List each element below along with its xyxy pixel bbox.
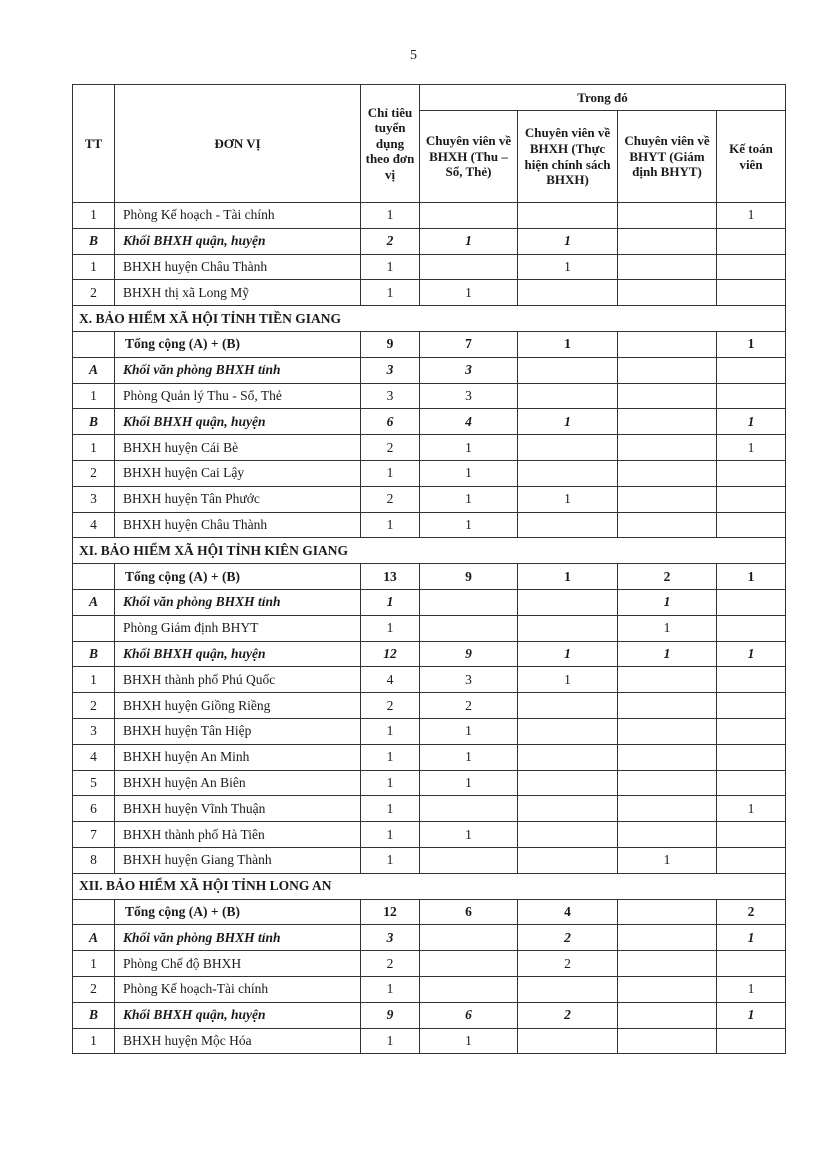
cell-ke-toan bbox=[717, 770, 786, 796]
cell-bhyt bbox=[618, 357, 717, 383]
cell-total: 6 bbox=[361, 409, 420, 435]
cell-bhyt: 1 bbox=[618, 615, 717, 641]
cell-unit-name: BHXH thị xã Long Mỹ bbox=[115, 280, 361, 306]
table-row bbox=[73, 254, 786, 280]
cell-thu-so-the bbox=[420, 254, 518, 280]
cell-unit-name: BHXH huyện An Biên bbox=[115, 770, 361, 796]
cell-total: 1 bbox=[361, 280, 420, 306]
cell-bhyt bbox=[618, 409, 717, 435]
cell-total: 2 bbox=[361, 693, 420, 719]
cell-bhyt bbox=[618, 254, 717, 280]
cell-ke-toan bbox=[717, 951, 786, 977]
cell-unit-name: Khối BHXH quận, huyện bbox=[115, 409, 361, 435]
cell-thu-so-the: 1 bbox=[420, 460, 518, 486]
cell-thu-so-the: 1 bbox=[420, 512, 518, 538]
cell-total: 1 bbox=[361, 203, 420, 229]
cell-thu-so-the bbox=[420, 976, 518, 1002]
cell-total: 1 bbox=[361, 718, 420, 744]
cell-unit-name: Phòng Giám định BHYT bbox=[115, 615, 361, 641]
cell-thu-so-the: 1 bbox=[420, 280, 518, 306]
table-body bbox=[73, 203, 786, 1054]
cell-ke-toan: 1 bbox=[717, 331, 786, 357]
cell-thu-so-the: 9 bbox=[420, 641, 518, 667]
cell-chinh-sach bbox=[518, 847, 618, 873]
cell-thu-so-the bbox=[420, 951, 518, 977]
section-row bbox=[73, 538, 786, 564]
cell-total: 1 bbox=[361, 847, 420, 873]
table-row bbox=[73, 1002, 786, 1028]
cell-thu-so-the: 1 bbox=[420, 486, 518, 512]
cell-total: 2 bbox=[361, 228, 420, 254]
cell-unit-name: Phòng Quản lý Thu - Sổ, Thẻ bbox=[115, 383, 361, 409]
cell-bhyt: 2 bbox=[618, 564, 717, 590]
cell-thu-so-the bbox=[420, 796, 518, 822]
table-row bbox=[73, 847, 786, 873]
cell-chinh-sach bbox=[518, 589, 618, 615]
table-row bbox=[73, 357, 786, 383]
cell-ke-toan bbox=[717, 228, 786, 254]
cell-tt: 1 bbox=[73, 383, 115, 409]
cell-thu-so-the: 6 bbox=[420, 1002, 518, 1028]
cell-unit-name: BHXH huyện Tân Hiệp bbox=[115, 718, 361, 744]
cell-thu-so-the: 6 bbox=[420, 899, 518, 925]
table-row bbox=[73, 744, 786, 770]
cell-chinh-sach: 4 bbox=[518, 899, 618, 925]
cell-chinh-sach bbox=[518, 693, 618, 719]
cell-chinh-sach bbox=[518, 435, 618, 461]
cell-ke-toan bbox=[717, 486, 786, 512]
cell-thu-so-the: 1 bbox=[420, 770, 518, 796]
cell-bhyt bbox=[618, 203, 717, 229]
cell-unit-name: BHXH thành phố Phú Quốc bbox=[115, 667, 361, 693]
cell-unit-name: Khối văn phòng BHXH tỉnh bbox=[115, 589, 361, 615]
table-row bbox=[73, 1028, 786, 1054]
cell-tt: B bbox=[73, 1002, 115, 1028]
table-row bbox=[73, 822, 786, 848]
cell-bhyt bbox=[618, 667, 717, 693]
cell-total: 1 bbox=[361, 744, 420, 770]
cell-unit-name: Phòng Kế hoạch-Tài chính bbox=[115, 976, 361, 1002]
cell-chinh-sach: 2 bbox=[518, 951, 618, 977]
cell-thu-so-the: 3 bbox=[420, 667, 518, 693]
cell-thu-so-the bbox=[420, 925, 518, 951]
cell-chinh-sach: 1 bbox=[518, 564, 618, 590]
header-don-vi: ĐƠN VỊ bbox=[115, 85, 361, 203]
cell-tt: 2 bbox=[73, 460, 115, 486]
cell-bhyt bbox=[618, 1028, 717, 1054]
cell-bhyt bbox=[618, 486, 717, 512]
page-number: 5 bbox=[410, 48, 417, 63]
cell-chinh-sach bbox=[518, 280, 618, 306]
cell-chinh-sach: 1 bbox=[518, 331, 618, 357]
cell-total: 1 bbox=[361, 460, 420, 486]
cell-thu-so-the bbox=[420, 615, 518, 641]
cell-chinh-sach bbox=[518, 976, 618, 1002]
table-row bbox=[73, 280, 786, 306]
recruitment-table bbox=[72, 84, 786, 1054]
cell-chinh-sach bbox=[518, 383, 618, 409]
cell-bhyt bbox=[618, 280, 717, 306]
cell-unit-name: BHXH huyện Cái Bè bbox=[115, 435, 361, 461]
cell-bhyt bbox=[618, 383, 717, 409]
table-row bbox=[73, 925, 786, 951]
cell-unit-name: Khối văn phòng BHXH tỉnh bbox=[115, 357, 361, 383]
header-col-ke-toan: Kế toán viên bbox=[717, 111, 786, 203]
section-title: XI. BẢO HIỂM XÃ HỘI TỈNH KIÊN GIANG bbox=[73, 538, 786, 564]
table-row bbox=[73, 615, 786, 641]
cell-thu-so-the: 1 bbox=[420, 822, 518, 848]
table-row bbox=[73, 667, 786, 693]
cell-total: 1 bbox=[361, 822, 420, 848]
cell-bhyt bbox=[618, 331, 717, 357]
header-col-chinh-sach: Chuyên viên về BHXH (Thực hiện chính sách BHXH) bbox=[518, 111, 618, 203]
cell-tt: A bbox=[73, 589, 115, 615]
cell-thu-so-the bbox=[420, 589, 518, 615]
cell-bhyt bbox=[618, 976, 717, 1002]
table-row bbox=[73, 331, 786, 357]
table-row bbox=[73, 976, 786, 1002]
table-row bbox=[73, 693, 786, 719]
cell-bhyt bbox=[618, 796, 717, 822]
cell-unit-name: Tổng cộng (A) + (B) bbox=[115, 331, 361, 357]
cell-tt bbox=[73, 899, 115, 925]
cell-thu-so-the bbox=[420, 203, 518, 229]
cell-ke-toan: 1 bbox=[717, 641, 786, 667]
cell-tt: 7 bbox=[73, 822, 115, 848]
cell-unit-name: Khối BHXH quận, huyện bbox=[115, 228, 361, 254]
cell-tt: 8 bbox=[73, 847, 115, 873]
cell-chinh-sach: 1 bbox=[518, 409, 618, 435]
cell-tt: 1 bbox=[73, 203, 115, 229]
cell-tt: 1 bbox=[73, 1028, 115, 1054]
cell-ke-toan bbox=[717, 847, 786, 873]
cell-tt: 4 bbox=[73, 512, 115, 538]
cell-chinh-sach bbox=[518, 822, 618, 848]
table-row bbox=[73, 899, 786, 925]
cell-thu-so-the: 2 bbox=[420, 693, 518, 719]
cell-thu-so-the: 9 bbox=[420, 564, 518, 590]
cell-total: 1 bbox=[361, 976, 420, 1002]
table-row bbox=[73, 409, 786, 435]
cell-unit-name: BHXH huyện An Minh bbox=[115, 744, 361, 770]
cell-chinh-sach bbox=[518, 796, 618, 822]
cell-bhyt bbox=[618, 512, 717, 538]
cell-bhyt bbox=[618, 718, 717, 744]
cell-total: 1 bbox=[361, 512, 420, 538]
cell-chinh-sach bbox=[518, 203, 618, 229]
cell-thu-so-the: 1 bbox=[420, 1028, 518, 1054]
cell-total: 12 bbox=[361, 641, 420, 667]
cell-unit-name: BHXH huyện Châu Thành bbox=[115, 512, 361, 538]
cell-tt: 3 bbox=[73, 718, 115, 744]
cell-total: 1 bbox=[361, 770, 420, 796]
cell-tt: 2 bbox=[73, 280, 115, 306]
cell-total: 9 bbox=[361, 1002, 420, 1028]
section-row bbox=[73, 873, 786, 899]
table-row bbox=[73, 383, 786, 409]
cell-tt: A bbox=[73, 925, 115, 951]
cell-chinh-sach bbox=[518, 512, 618, 538]
cell-chinh-sach bbox=[518, 744, 618, 770]
cell-bhyt bbox=[618, 435, 717, 461]
cell-bhyt bbox=[618, 460, 717, 486]
cell-chinh-sach: 2 bbox=[518, 1002, 618, 1028]
cell-chinh-sach bbox=[518, 357, 618, 383]
cell-unit-name: Khối văn phòng BHXH tỉnh bbox=[115, 925, 361, 951]
cell-thu-so-the bbox=[420, 847, 518, 873]
cell-chinh-sach bbox=[518, 718, 618, 744]
cell-chinh-sach: 2 bbox=[518, 925, 618, 951]
table-row bbox=[73, 203, 786, 229]
cell-tt bbox=[73, 615, 115, 641]
cell-ke-toan bbox=[717, 512, 786, 538]
cell-ke-toan bbox=[717, 1028, 786, 1054]
cell-total: 3 bbox=[361, 357, 420, 383]
cell-thu-so-the: 7 bbox=[420, 331, 518, 357]
cell-unit-name: BHXH huyện Mộc Hóa bbox=[115, 1028, 361, 1054]
cell-ke-toan bbox=[717, 589, 786, 615]
cell-unit-name: Tổng cộng (A) + (B) bbox=[115, 899, 361, 925]
cell-total: 3 bbox=[361, 925, 420, 951]
table-row bbox=[73, 512, 786, 538]
cell-total: 2 bbox=[361, 486, 420, 512]
cell-tt: 1 bbox=[73, 435, 115, 461]
cell-tt: 1 bbox=[73, 254, 115, 280]
cell-total: 12 bbox=[361, 899, 420, 925]
cell-tt: 3 bbox=[73, 486, 115, 512]
table-row bbox=[73, 589, 786, 615]
cell-total: 1 bbox=[361, 589, 420, 615]
cell-tt: 2 bbox=[73, 976, 115, 1002]
cell-chinh-sach bbox=[518, 615, 618, 641]
table-row bbox=[73, 486, 786, 512]
cell-chinh-sach: 1 bbox=[518, 486, 618, 512]
cell-ke-toan bbox=[717, 744, 786, 770]
cell-ke-toan: 2 bbox=[717, 899, 786, 925]
cell-tt: 1 bbox=[73, 951, 115, 977]
cell-tt: A bbox=[73, 357, 115, 383]
table-row bbox=[73, 796, 786, 822]
cell-ke-toan bbox=[717, 667, 786, 693]
cell-tt: 4 bbox=[73, 744, 115, 770]
section-title: XII. BẢO HIỂM XÃ HỘI TỈNH LONG AN bbox=[73, 873, 786, 899]
cell-chinh-sach: 1 bbox=[518, 228, 618, 254]
header-tt: TT bbox=[73, 85, 115, 203]
cell-thu-so-the: 4 bbox=[420, 409, 518, 435]
table-header bbox=[73, 85, 786, 203]
cell-tt bbox=[73, 564, 115, 590]
cell-ke-toan bbox=[717, 280, 786, 306]
cell-ke-toan: 1 bbox=[717, 925, 786, 951]
cell-bhyt: 1 bbox=[618, 589, 717, 615]
cell-bhyt bbox=[618, 228, 717, 254]
cell-ke-toan bbox=[717, 822, 786, 848]
cell-unit-name: BHXH huyện Giang Thành bbox=[115, 847, 361, 873]
cell-ke-toan: 1 bbox=[717, 409, 786, 435]
cell-chinh-sach: 1 bbox=[518, 667, 618, 693]
cell-unit-name: BHXH huyện Tân Phước bbox=[115, 486, 361, 512]
cell-bhyt: 1 bbox=[618, 641, 717, 667]
cell-ke-toan bbox=[717, 383, 786, 409]
table-row bbox=[73, 460, 786, 486]
cell-ke-toan bbox=[717, 615, 786, 641]
cell-total: 1 bbox=[361, 615, 420, 641]
cell-unit-name: Khối BHXH quận, huyện bbox=[115, 1002, 361, 1028]
section-row bbox=[73, 306, 786, 332]
cell-thu-so-the: 1 bbox=[420, 718, 518, 744]
cell-ke-toan bbox=[717, 254, 786, 280]
cell-ke-toan: 1 bbox=[717, 564, 786, 590]
cell-total: 2 bbox=[361, 435, 420, 461]
cell-thu-so-the: 3 bbox=[420, 357, 518, 383]
cell-unit-name: Khối BHXH quận, huyện bbox=[115, 641, 361, 667]
cell-bhyt bbox=[618, 693, 717, 719]
table-row bbox=[73, 641, 786, 667]
cell-tt: 2 bbox=[73, 693, 115, 719]
cell-total: 3 bbox=[361, 383, 420, 409]
cell-total: 1 bbox=[361, 1028, 420, 1054]
cell-ke-toan: 1 bbox=[717, 435, 786, 461]
cell-bhyt bbox=[618, 822, 717, 848]
header-col-bhyt: Chuyên viên về BHYT (Giám định BHYT) bbox=[618, 111, 717, 203]
cell-chinh-sach bbox=[518, 1028, 618, 1054]
cell-tt: 1 bbox=[73, 667, 115, 693]
cell-bhyt bbox=[618, 925, 717, 951]
cell-unit-name: Phòng Chế độ BHXH bbox=[115, 951, 361, 977]
cell-tt bbox=[73, 331, 115, 357]
cell-total: 2 bbox=[361, 951, 420, 977]
cell-total: 13 bbox=[361, 564, 420, 590]
table-row bbox=[73, 951, 786, 977]
cell-unit-name: BHXH huyện Giồng Riềng bbox=[115, 693, 361, 719]
cell-total: 1 bbox=[361, 254, 420, 280]
cell-ke-toan: 1 bbox=[717, 203, 786, 229]
cell-tt: B bbox=[73, 641, 115, 667]
table-row bbox=[73, 228, 786, 254]
cell-bhyt: 1 bbox=[618, 847, 717, 873]
cell-chinh-sach: 1 bbox=[518, 641, 618, 667]
cell-ke-toan bbox=[717, 693, 786, 719]
header-chi-tieu: Chỉ tiêu tuyển dụng theo đơn vị bbox=[361, 85, 420, 203]
cell-ke-toan bbox=[717, 718, 786, 744]
cell-ke-toan: 1 bbox=[717, 976, 786, 1002]
cell-tt: B bbox=[73, 409, 115, 435]
cell-bhyt bbox=[618, 744, 717, 770]
cell-bhyt bbox=[618, 951, 717, 977]
cell-tt: 6 bbox=[73, 796, 115, 822]
cell-thu-so-the: 1 bbox=[420, 435, 518, 461]
table-row bbox=[73, 770, 786, 796]
table-row bbox=[73, 718, 786, 744]
cell-unit-name: Tổng cộng (A) + (B) bbox=[115, 564, 361, 590]
header-col-thu: Chuyên viên về BHXH (Thu – Sổ, Thẻ) bbox=[420, 111, 518, 203]
cell-total: 1 bbox=[361, 796, 420, 822]
cell-unit-name: BHXH huyện Vĩnh Thuận bbox=[115, 796, 361, 822]
cell-tt: B bbox=[73, 228, 115, 254]
cell-unit-name: BHXH huyện Cai Lậy bbox=[115, 460, 361, 486]
cell-unit-name: BHXH thành phố Hà Tiên bbox=[115, 822, 361, 848]
cell-ke-toan: 1 bbox=[717, 1002, 786, 1028]
cell-tt: 5 bbox=[73, 770, 115, 796]
cell-chinh-sach bbox=[518, 460, 618, 486]
cell-ke-toan: 1 bbox=[717, 796, 786, 822]
cell-unit-name: Phòng Kế hoạch - Tài chính bbox=[115, 203, 361, 229]
cell-chinh-sach: 1 bbox=[518, 254, 618, 280]
cell-ke-toan bbox=[717, 460, 786, 486]
section-title: X. BẢO HIỂM XÃ HỘI TỈNH TIỀN GIANG bbox=[73, 306, 786, 332]
cell-bhyt bbox=[618, 770, 717, 796]
header-trong-do: Trong đó bbox=[420, 85, 786, 111]
cell-thu-so-the: 1 bbox=[420, 228, 518, 254]
cell-total: 9 bbox=[361, 331, 420, 357]
table-row bbox=[73, 564, 786, 590]
cell-thu-so-the: 1 bbox=[420, 744, 518, 770]
cell-thu-so-the: 3 bbox=[420, 383, 518, 409]
cell-ke-toan bbox=[717, 357, 786, 383]
cell-total: 4 bbox=[361, 667, 420, 693]
cell-bhyt bbox=[618, 899, 717, 925]
cell-unit-name: BHXH huyện Châu Thành bbox=[115, 254, 361, 280]
cell-bhyt bbox=[618, 1002, 717, 1028]
cell-chinh-sach bbox=[518, 770, 618, 796]
table-row bbox=[73, 435, 786, 461]
